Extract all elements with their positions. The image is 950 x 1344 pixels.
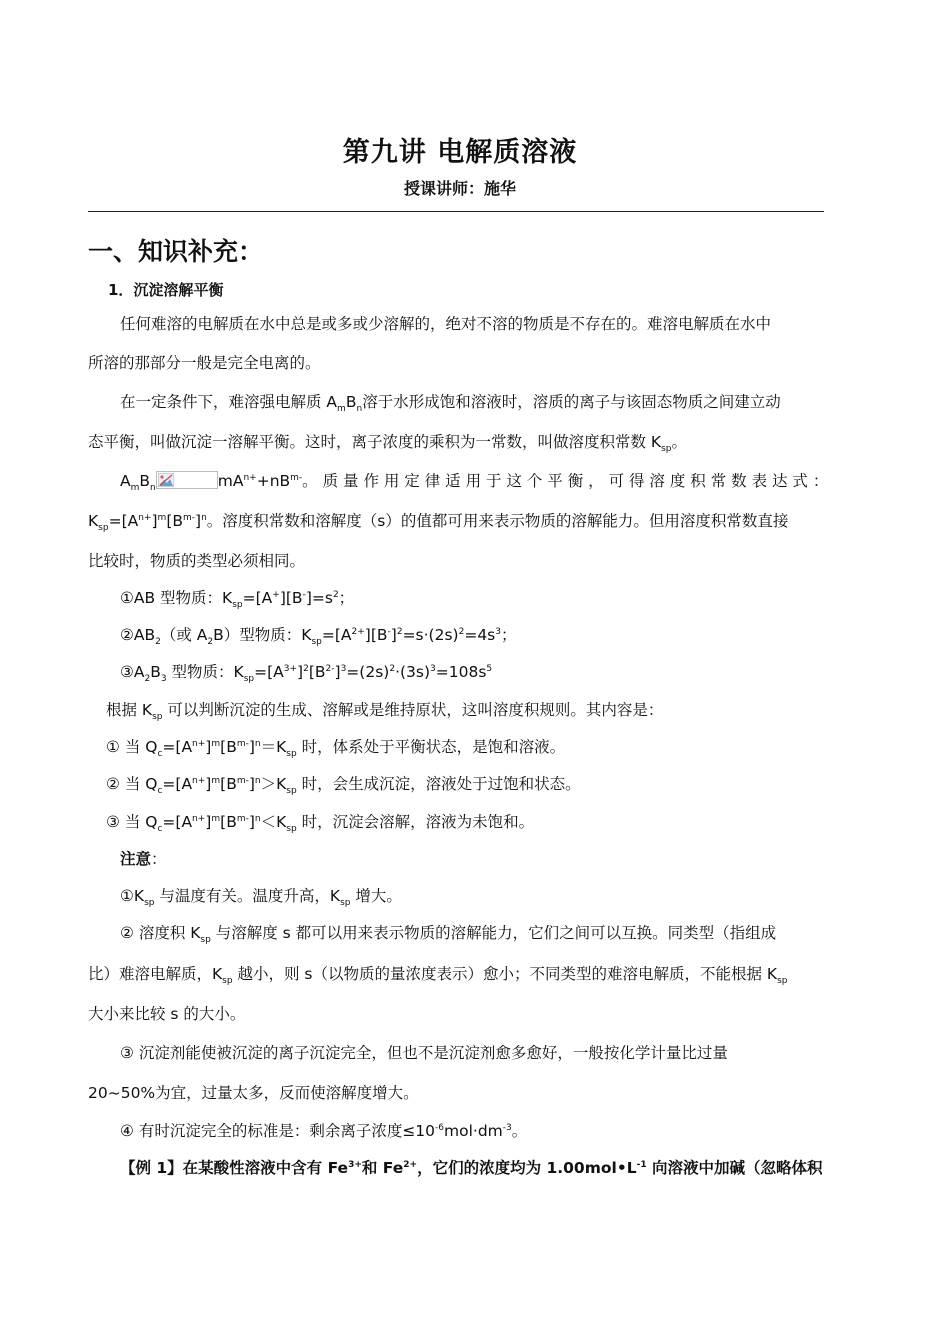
formula-line: $③A_2B_3$ 型物质：$K_{sp}=[A^{3+}]^2[B^{2-}]^3=(2s)^2\cdot(3s)^3=108s^5$ [120, 663, 493, 685]
formula-line: $②AB_2$（或 $A_2B$）型物质：$K_{sp}=[A^{2+}][B^-]^2=s\cdot(2s)^2=4s^3$； [120, 626, 517, 648]
rule-item: ③ 当 $Q_c=[A^{n+}]^m[B^{m-}]^n<K_{sp}$ 时，沉淀会溶解，溶液为未饱和。 [106, 813, 535, 835]
broken-image-icon [156, 471, 218, 489]
subsection-heading: 1．沉淀溶解平衡 [108, 281, 224, 299]
paragraph-line: 所溶的那部分一般是完全电离的。 [88, 354, 321, 372]
note-item: $①K_{sp}$ 与温度有关。温度升高，$K_{sp}$ 增大。 [120, 887, 402, 909]
note-item: ② 溶度积 $K_{sp}$ 与溶解度 s 都可以用来表示物质的溶解能力，它们之间可以互换。同类型（指组成 [120, 924, 777, 946]
paragraph-line: 比较时，物质的类型必须相同。 [88, 552, 306, 570]
section-heading: 一、知识补充： [88, 237, 264, 266]
note-label: 注意： [120, 850, 167, 868]
paragraph-line: 根据 $K_{sp}$ 可以判断沉淀的生成、溶解或是维持原状，这叫溶度积规则。其内容是： [106, 701, 664, 723]
note-item: ④ 有时沉淀完全的标准是：剩余离子浓度$\le 10^{-6}mol\cdot dm^{-3}$。 [120, 1122, 528, 1140]
page-title: 第九讲 电解质溶液 [342, 137, 578, 168]
note-item: 大小来比较 s 的大小。 [88, 1005, 246, 1023]
formula-line: ①AB 型物质：$K_{sp}=[A^+][B^-]=s^2$； [120, 589, 355, 611]
equation-line: $A_mB_n$ $mA^{n+}+nB^{m-}$。 质 量 作 用 定 律 适 用 于 这 个 平 衡 ， 可 得 溶 度 积 常 数 表 达 式 ： [120, 472, 829, 494]
note-item: ③ 沉淀剂能使被沉淀的离子沉淀完全，但也不是沉淀剂愈多愈好，一般按化学计量比过量 [120, 1044, 728, 1062]
instructor-line: 授课讲师：施华 [403, 179, 516, 198]
paragraph-line: 态平衡，叫做沉淀一溶解平衡。这时，离子浓度的乘积为一常数，叫做溶度积常数 $K_{sp}$。 [88, 433, 688, 455]
example-line: 【例 1】在某酸性溶液中含有 $Fe^{3+}$和 $Fe^{2+}$，它们的浓度均为 $1.00mol•L^{-1}$ 向溶液中加碱（忽略体积 [120, 1159, 823, 1177]
paragraph-line: 任何难溶的电解质在水中总是或多或少溶解的，绝对不溶的物质是不存在的。难溶电解质在水中 [120, 315, 772, 333]
header-divider [88, 211, 824, 212]
note-item: 20~50%为宜，过量太多，反而使溶解度增大。 [88, 1084, 419, 1102]
note-item: 比）难溶电解质，$K_{sp}$ 越小，则 s（以物质的量浓度表示）愈小；不同类型的难溶电解质，不能根据 $K_{sp}$ [88, 965, 788, 987]
paragraph-line: 在一定条件下，难溶强电解质 $A_mB_n$溶于水形成饱和溶液时，溶质的离子与该固态物质之间建立动 [120, 393, 781, 415]
rule-item: ② 当 $Q_c=[A^{n+}]^m[B^{m-}]^n>K_{sp}$ 时，会生成沉淀，溶液处于过饱和状态。 [106, 775, 581, 797]
equation-line: $K_{sp}=[A^{n+}]^m[B^{m-}]^n$。溶度积常数和溶解度（s）的值都可用来表示物质的溶解能力。但用溶度积常数直接 [88, 512, 789, 534]
rule-item: ① 当 $Q_c=[A^{n+}]^m[B^{m-}]^n=K_{sp}$ 时，体系处于平衡状态，是饱和溶液。 [106, 738, 566, 760]
